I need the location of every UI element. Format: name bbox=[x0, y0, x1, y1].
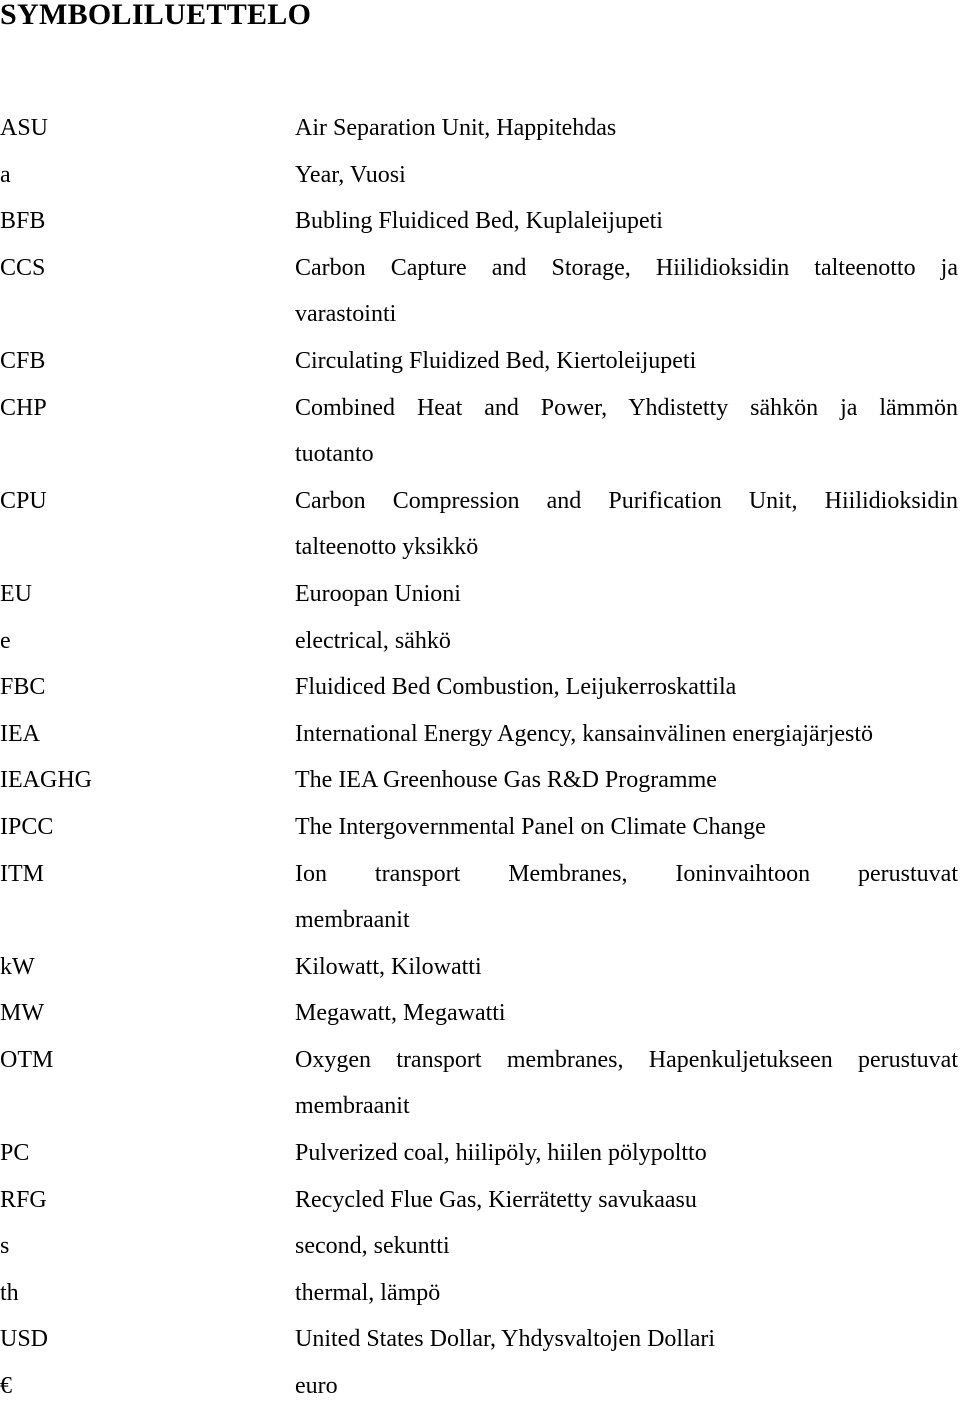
symbol-definition bbox=[295, 338, 958, 385]
symbol-abbreviation: EU bbox=[0, 580, 32, 607]
symbol-definition bbox=[295, 1270, 958, 1317]
symbol-abbreviation: € bbox=[0, 1373, 12, 1400]
symbol-row bbox=[0, 152, 960, 199]
symbol-abbreviation: a bbox=[0, 161, 11, 188]
symbol-row bbox=[0, 338, 960, 385]
symbol-row bbox=[0, 944, 960, 991]
symbol-abbreviation: MW bbox=[0, 1000, 44, 1027]
definition-line: The IEA Greenhouse Gas R&D Programme bbox=[295, 767, 717, 794]
symbol-definition bbox=[295, 1130, 958, 1177]
definition-line: membraanit bbox=[295, 1093, 410, 1120]
symbol-abbreviation: IPCC bbox=[0, 813, 54, 840]
symbol-definition bbox=[295, 664, 958, 711]
symbol-row bbox=[0, 245, 960, 338]
definition-line: tuotanto bbox=[295, 441, 374, 468]
symbol-abbreviation: FBC bbox=[0, 674, 46, 701]
symbol-definition bbox=[295, 478, 958, 571]
symbol-abbreviation: OTM bbox=[0, 1046, 54, 1073]
definition-line: second, sekuntti bbox=[295, 1233, 450, 1260]
definition-line: International Energy Agency, kansainvälinen energiajärjestö bbox=[295, 720, 874, 747]
symbol-definition bbox=[295, 105, 958, 152]
definition-line: electrical, sähkö bbox=[295, 627, 451, 654]
symbol-row bbox=[0, 1363, 960, 1410]
symbol-definition bbox=[295, 757, 958, 804]
symbol-definition bbox=[295, 385, 958, 478]
symbol-row bbox=[0, 1316, 960, 1363]
symbol-abbreviation: BFB bbox=[0, 208, 46, 235]
symbol-definition bbox=[295, 1223, 958, 1270]
symbol-abbreviation: CPU bbox=[0, 487, 47, 514]
page-title: SYMBOLILUETTELO bbox=[0, 0, 312, 31]
symbol-row bbox=[0, 1177, 960, 1224]
definition-line: The Intergovernmental Panel on Climate Change bbox=[295, 813, 766, 840]
symbol-row bbox=[0, 1270, 960, 1317]
definition-line: Recycled Flue Gas, Kierrätetty savukaasu bbox=[295, 1186, 697, 1213]
definition-line: Ion transport Membranes, Ioninvaihtoon perustuvat bbox=[295, 860, 958, 887]
symbol-definition bbox=[295, 1316, 958, 1363]
symbol-abbreviation: e bbox=[0, 627, 11, 654]
definition-line: Euroopan Unioni bbox=[295, 580, 461, 607]
definition-line: thermal, lämpö bbox=[295, 1279, 441, 1306]
symbol-row bbox=[0, 478, 960, 571]
symbol-definition bbox=[295, 990, 958, 1037]
definition-line: Carbon Compression and Purification Unit, Hiilidioksidin bbox=[295, 487, 958, 514]
symbol-abbreviation: IEA bbox=[0, 720, 40, 747]
symbol-abbreviation: PC bbox=[0, 1140, 30, 1167]
definition-line: talteenotto yksikkö bbox=[295, 534, 479, 561]
symbol-definition bbox=[295, 1037, 958, 1130]
symbol-list bbox=[0, 105, 960, 1410]
definition-line: Combined Heat and Power, Yhdistetty sähkön ja lämmön bbox=[295, 394, 958, 421]
definition-line: Carbon Capture and Storage, Hiilidioksidin talteenotto ja bbox=[295, 254, 958, 281]
symbol-definition bbox=[295, 245, 958, 338]
symbol-definition bbox=[295, 851, 958, 944]
symbol-abbreviation: RFG bbox=[0, 1186, 47, 1213]
symbol-row bbox=[0, 1223, 960, 1270]
symbol-definition bbox=[295, 198, 958, 245]
symbol-row bbox=[0, 571, 960, 618]
symbol-row bbox=[0, 711, 960, 758]
definition-line: Bubling Fluidiced Bed, Kuplaleijupeti bbox=[295, 208, 663, 235]
symbol-abbreviation: CCS bbox=[0, 254, 46, 281]
definition-line: Air Separation Unit, Happitehdas bbox=[295, 115, 617, 141]
definition-line: Kilowatt, Kilowatti bbox=[295, 953, 482, 980]
symbol-row bbox=[0, 385, 960, 478]
definition-line: euro bbox=[295, 1373, 338, 1400]
symbol-row bbox=[0, 1037, 960, 1130]
symbol-definition bbox=[295, 571, 958, 618]
symbol-definition bbox=[295, 944, 958, 991]
symbol-abbreviation: IEAGHG bbox=[0, 767, 92, 794]
symbol-abbreviation: ASU bbox=[0, 115, 49, 141]
symbol-abbreviation: ITM bbox=[0, 860, 44, 887]
symbol-abbreviation: kW bbox=[0, 953, 35, 980]
symbol-definition bbox=[295, 804, 958, 851]
symbol-abbreviation: CFB bbox=[0, 347, 46, 374]
definition-line: Fluidiced Bed Combustion, Leijukerroskattila bbox=[295, 674, 737, 701]
symbol-row bbox=[0, 851, 960, 944]
symbol-abbreviation: s bbox=[0, 1233, 10, 1260]
symbol-abbreviation: th bbox=[0, 1279, 19, 1306]
symbol-definition bbox=[295, 711, 958, 758]
symbol-abbreviation: CHP bbox=[0, 394, 47, 421]
symbol-definition bbox=[295, 618, 958, 665]
symbol-row bbox=[0, 664, 960, 711]
definition-line: Year, Vuosi bbox=[295, 161, 406, 188]
symbol-row bbox=[0, 198, 960, 245]
symbol-definition bbox=[295, 1177, 958, 1224]
definition-line: varastointi bbox=[295, 301, 397, 328]
definition-line: Megawatt, Megawatti bbox=[295, 1000, 506, 1027]
definition-line: membraanit bbox=[295, 907, 410, 934]
symbol-row bbox=[0, 105, 960, 152]
symbol-row bbox=[0, 990, 960, 1037]
symbol-row bbox=[0, 1130, 960, 1177]
definition-line: Circulating Fluidized Bed, Kiertoleijupeti bbox=[295, 347, 697, 374]
symbol-definition bbox=[295, 152, 958, 199]
definition-line: Pulverized coal, hiilipöly, hiilen pölypoltto bbox=[295, 1140, 707, 1167]
symbol-row bbox=[0, 757, 960, 804]
definition-line: United States Dollar, Yhdysvaltojen Dollari bbox=[295, 1326, 716, 1353]
symbol-abbreviation: USD bbox=[0, 1326, 49, 1353]
symbol-row bbox=[0, 804, 960, 851]
symbol-row bbox=[0, 618, 960, 665]
definition-line: Oxygen transport membranes, Hapenkuljetukseen perustuvat bbox=[295, 1046, 958, 1073]
symbol-definition bbox=[295, 1363, 958, 1410]
